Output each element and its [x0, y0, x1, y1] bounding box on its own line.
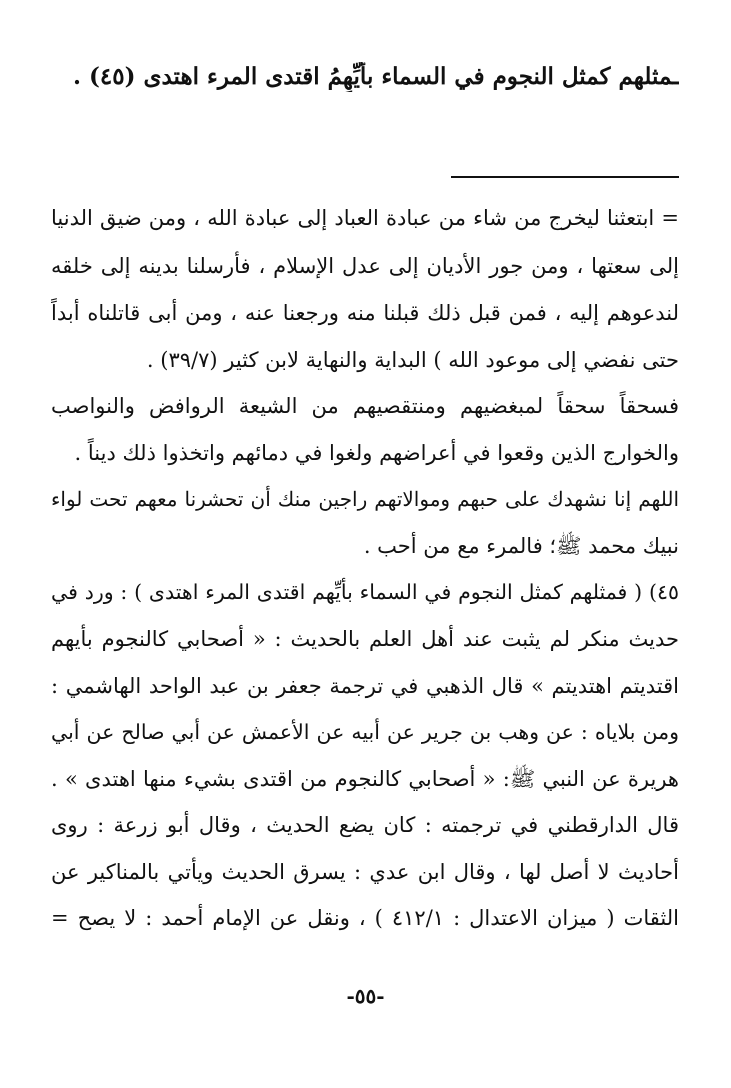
- footnote-line: قال الدارقطني في ترجمته : كان يضع الحديث ، وقال أبو زرعة : روى: [51, 813, 679, 837]
- text-line: نبيك محمد ﷺ؛ فالمرء مع من أحب .: [363, 534, 679, 558]
- footnote-line: ومن بلاياه : عن وهب بن جرير عن أبيه عن الأعمش عن أبي صالح عن أبي: [51, 720, 679, 744]
- text-line: = ابتعثنا ليخرج من شاء من عبادة العباد إلى عبادة الله ، ومن ضيق الدنيا: [51, 206, 679, 230]
- footnote-line: الثقات ( ميزان الاعتدال : ٤١٢/١ ) ، ونقل عن الإمام أحمد : لا يصح =: [51, 906, 679, 930]
- verse-line: ـمثلهم كمثل النجوم في السماء بأيِّهِمُ اقتدى المرء اهتدى (٤٥) .: [72, 63, 679, 90]
- text-line: إلى سعتها ، ومن جور الأديان إلى عدل الإسلام ، فأرسلنا بدينه إلى خلقه: [51, 254, 679, 278]
- footnote-line: ٤٥) ( فمثلهم كمثل النجوم في السماء بأيِّهم اقتدى المرء اهتدى ) : ورد في: [51, 580, 679, 604]
- footnote-line: أحاديث لا أصل لها ، وقال ابن عدي : يسرق الحديث ويأتي بالمناكير عن: [51, 860, 679, 884]
- footnote-line: حديث منكر لم يثبت عند أهل العلم بالحديث : « أصحابي كالنجوم بأيهم: [51, 627, 679, 651]
- footnote-line: اقتديتم اهتديتم » قال الذهبي في ترجمة جعفر بن عبد الواحد الهاشمي :: [51, 674, 679, 698]
- text-line: فسحقاً سحقاً لمبغضيهم ومنتقصيهم من الشيعة الروافض والنواصب: [51, 394, 679, 418]
- text-line: اللهم إنا نشهدك على حبهم وموالاتهم راجين منك أن تحشرنا معهم تحت لواء: [51, 487, 679, 511]
- footnote-separator: [451, 176, 679, 178]
- text-line: حتى نفضي إلى موعود الله ) البداية والنهاية لابن كثير (٣٩/٧) .: [146, 348, 679, 372]
- footnote-line: هريرة عن النبي ﷺ: « أصحابي كالنجوم من اقتدى بشيء منها اهتدى » .: [51, 767, 679, 791]
- text-line: والخوارج الذين وقعوا في أعراضهم ولغوا في دمائهم واتخذوا ذلك ديناً .: [74, 441, 679, 465]
- page-number: -٥٥-: [346, 984, 385, 1008]
- text-line: لندعوهم إليه ، فمن قبل ذلك قبلنا منه ورجعنا عنه ، ومن أبى قاتلناه أبداً: [51, 301, 679, 325]
